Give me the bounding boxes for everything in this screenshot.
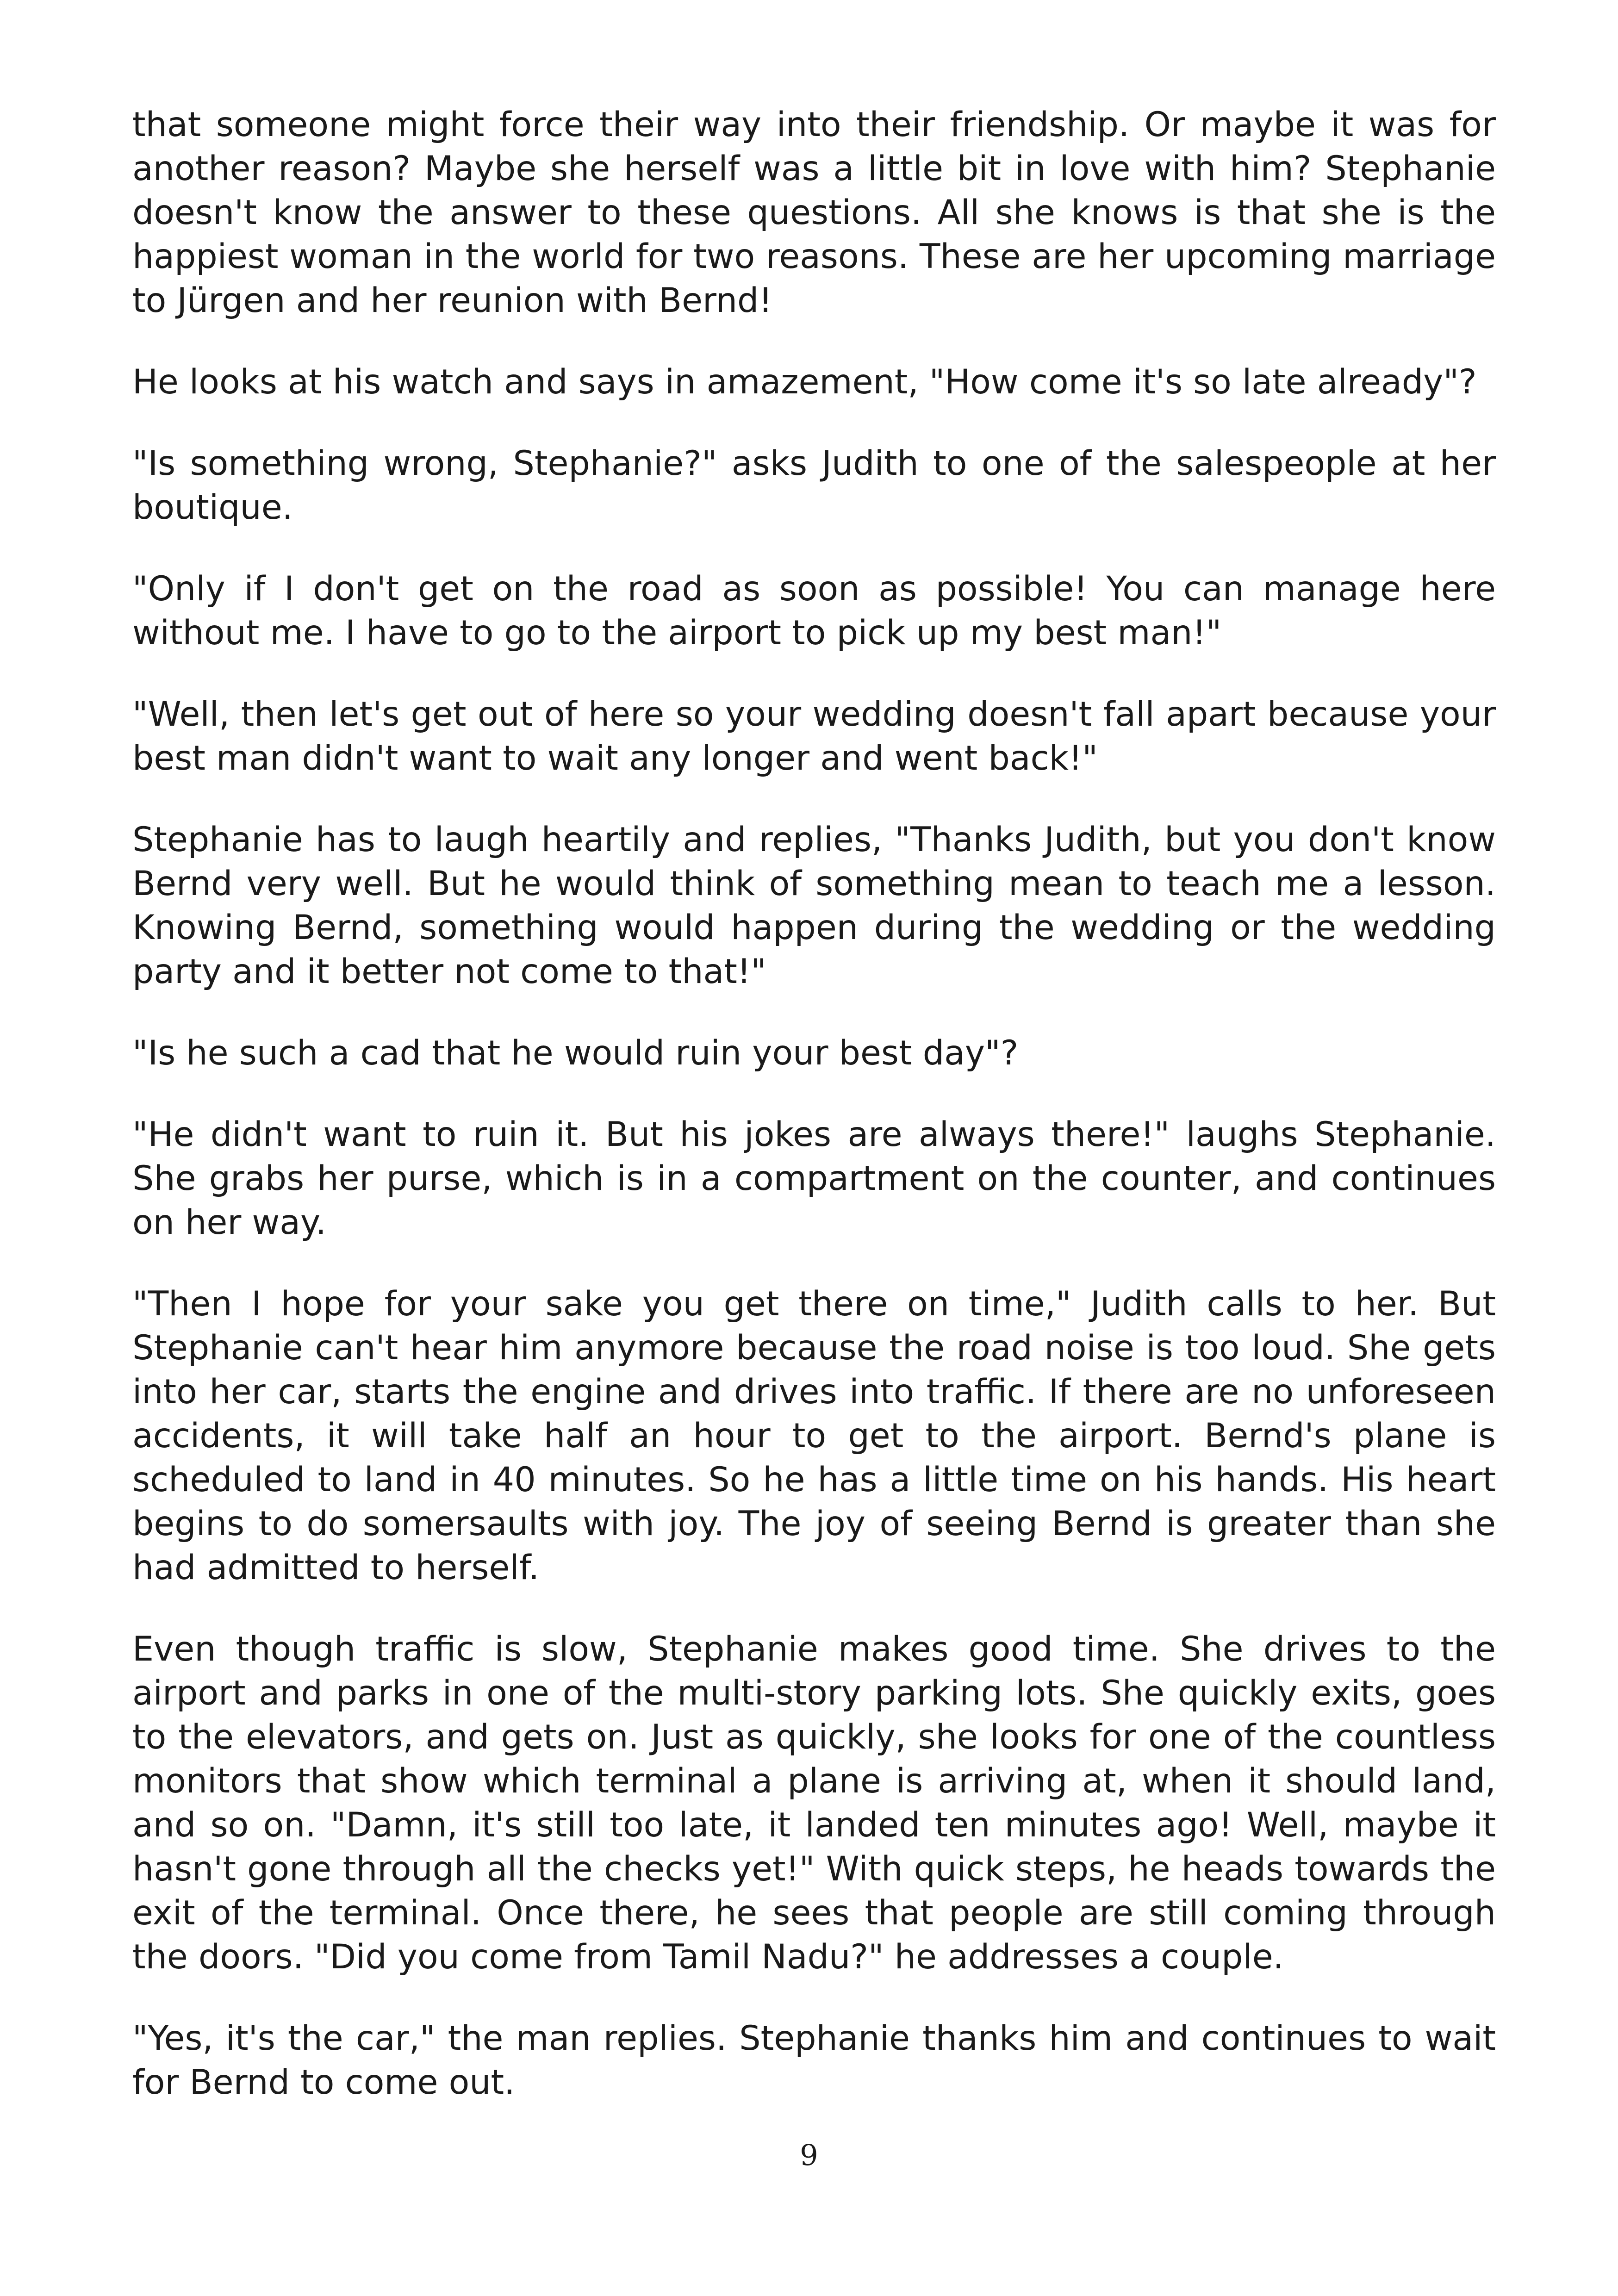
paragraph: "He didn't want to ruin it. But his jokes are always there!" laughs Stephanie. She grabs her purse, which is in a compartment on the counter, and continues on her way. [132,1115,1496,1242]
paragraph: "Only if I don't get on the road as soon as possible! You can manage here without me. I have to go to the airport to pick up my best man!" [132,569,1496,653]
paragraph: He looks at his watch and says in amazement, "How come it's so late already"? [132,362,1477,402]
paragraph: "Yes, it's the car," the man replies. Stephanie thanks him and continues to wait for Bernd to come out. [132,2019,1496,2102]
paragraph: "Then I hope for your sake you get there on time," Judith calls to her. But Stephanie can't hear him anymore because the road noise is too loud. She gets into her car, starts the engine and drives into traffic. If there are no unforeseen accidents, it will take half an hour to get to the airport. Bernd's plane is scheduled to land in 40 minutes. So he has a little time on his hands. His heart begins to do somersaults with joy. The joy of seeing Bernd is greater than she had admitted to herself. [132,1284,1496,1587]
paragraph: "Is he such a cad that he would ruin your best day"? [132,1033,1019,1073]
page-number: 9 [800,2138,818,2172]
paragraph: that someone might force their way into their friendship. Or maybe it was for another reason? Maybe she herself was a little bit in love with him? Stephanie doesn't know the answer to these questions. All she knows is that she is the happiest woman in the world for two reasons. These are her upcoming marriage to Jürgen and her reunion with Bernd! [132,105,1496,320]
paragraph: "Well, then let's get out of here so your wedding doesn't fall apart because your best man didn't want to wait any longer and went back!" [132,695,1496,778]
body-text [132,103,1496,2104]
paragraph: "Is something wrong, Stephanie?" asks Judith to one of the salespeople at her boutique. [132,444,1496,527]
paragraph: Even though traffic is slow, Stephanie makes good time. She drives to the airport and parks in one of the multi-story parking lots. She quickly exits, goes to the elevators, and gets on. Just as quickly, she looks for one of the countless monitors that show which terminal a plane is arriving at, when it should land, and so on. "Damn, it's still too late, it landed ten minutes ago! Well, maybe it hasn't gone through all the checks yet!" With quick steps, he heads towards the exit of the terminal. Once there, he sees that people are still coming through the doors. "Did you come from Tamil Nadu?" he addresses a couple. [132,1630,1496,1977]
paragraph: Stephanie has to laugh heartily and replies, "Thanks Judith, but you don't know Bernd very well. But he would think of something mean to teach me a lesson. Knowing Bernd, something would happen during the wedding or the wedding party and it better not come to that!" [132,820,1496,991]
